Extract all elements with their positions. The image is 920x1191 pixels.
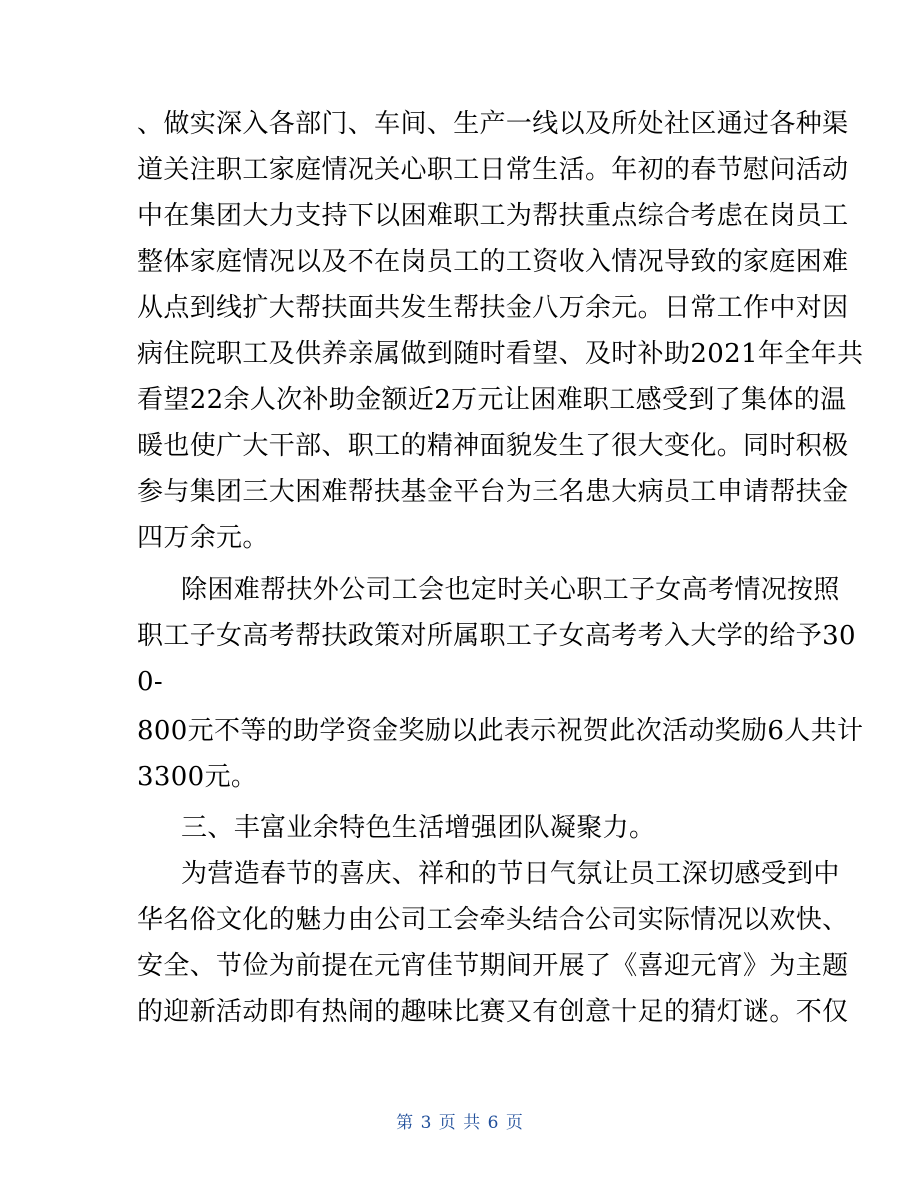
paragraph-first-line: 除困难帮扶外公司工会也定时关心职工子女高考情况按照 [181,575,840,605]
body-text-line: 中在集团大力支持下以困难职工为帮扶重点综合考虑在岗员工 [137,201,849,231]
body-text-line: 职工子女高考帮扶政策对所属职工子女高考考入大学的给予30 [137,621,856,651]
body-text-line: 安全、节俭为前提在元宵佳节期间开展了《喜迎元宵》为主题 [137,951,849,981]
body-text-line: 整体家庭情况以及不在岗员工的工资收入情况导致的家庭困难 [137,247,849,277]
page-number-footer: 第 3 页 共 6 页 [396,1113,524,1133]
section-heading: 三、丰富业余特色生活增强团队凝聚力。 [181,813,656,843]
body-text-line: 0- [137,667,164,697]
body-text-line: 暖也使广大干部、职工的精神面貌发生了很大变化。同时积极 [137,431,849,461]
body-text-line: 参与集团三大困难帮扶基金平台为三名患大病员工申请帮扶金 [137,477,849,507]
body-text-line: 、做实深入各部门、车间、生产一线以及所处社区通过各种渠 [137,109,849,139]
body-text-line: 病住院职工及供养亲属做到随时看望、及时补助2021年全年共 [137,339,864,369]
paragraph-first-line: 为营造春节的喜庆、祥和的节日气氛让员工深切感受到中 [181,859,840,889]
body-text-line: 从点到线扩大帮扶面共发生帮扶金八万余元。日常工作中对因 [137,293,849,323]
body-text-line: 3300元。 [137,762,258,792]
body-text-line: 800元不等的助学资金奖励以此表示祝贺此次活动奖励6人共计 [137,716,864,746]
body-text-line: 四万余元。 [137,523,269,553]
body-text-line: 华名俗文化的魅力由公司工会牵头结合公司实际情况以欢快、 [137,905,849,935]
body-text-line: 看望22余人次补助金额近2万元让困难职工感受到了集体的温 [137,385,847,415]
body-text-line: 的迎新活动即有热闹的趣味比赛又有创意十足的猜灯谜。不仅 [137,997,849,1027]
body-text-line: 道关注职工家庭情况关心职工日常生活。年初的春节慰问活动 [137,155,849,185]
